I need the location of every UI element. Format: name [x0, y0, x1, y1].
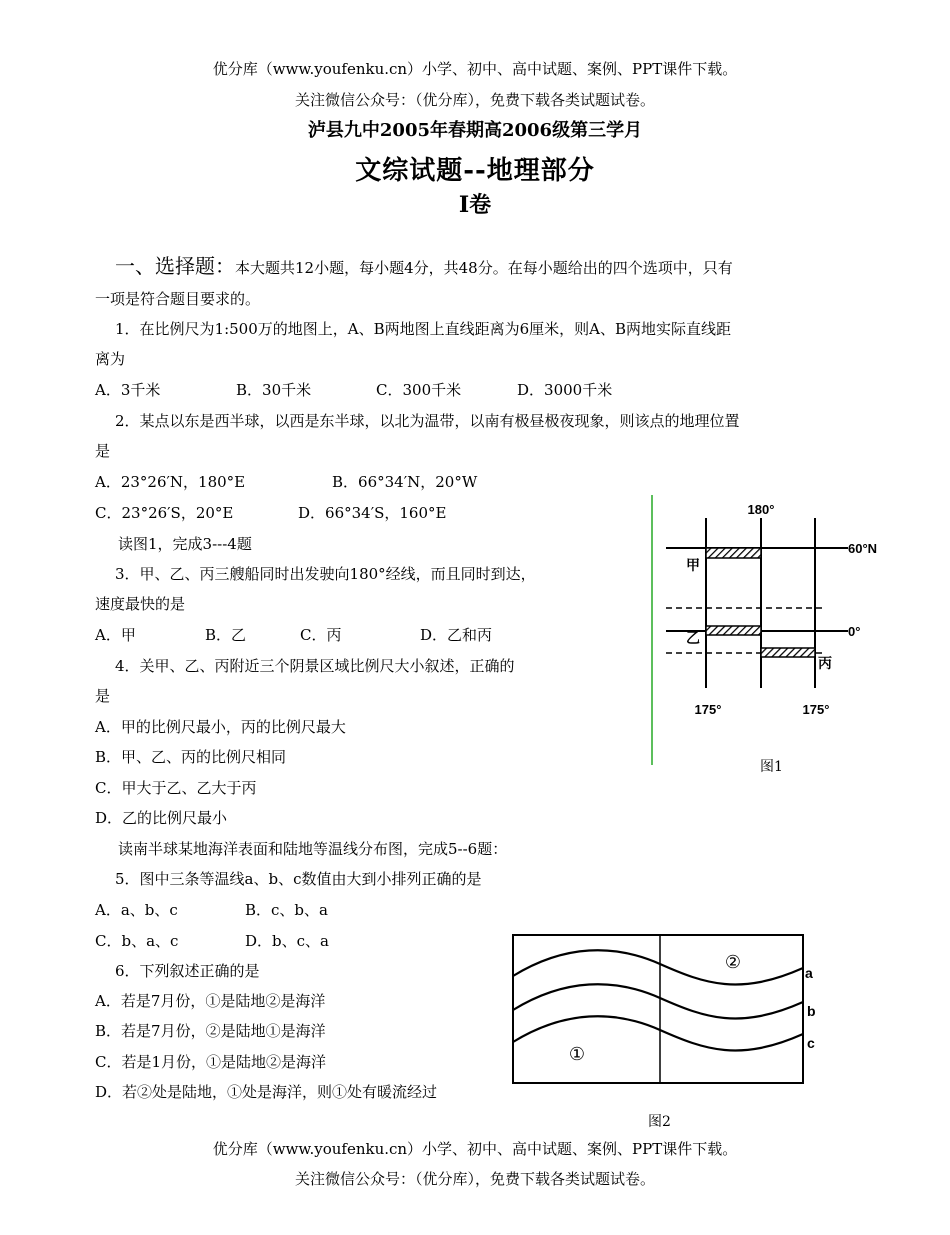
header-line-1: 优分库（www.youfenku.cn）小学、初中、高中试题、案例、PPT课件下载。 — [212, 60, 738, 78]
region-2-label: ② — [724, 952, 742, 972]
q6-option-d: D．若②处是陆地，①处是海洋，则①处有暖流经过 — [95, 1083, 438, 1101]
label-a: a — [805, 965, 813, 981]
subject-title: 文综试题--地理部分 — [355, 156, 595, 186]
q3-option-a: A．甲 — [95, 626, 136, 644]
q1-option-a: A．3千米 — [95, 381, 161, 399]
q5-stem: 5．图中三条等温线a、b、c数值由大到小排列正确的是 — [115, 870, 482, 888]
label-bing: 丙 — [818, 655, 832, 671]
q1-stem-cont: 离为 — [95, 350, 126, 368]
label-c: c — [807, 1035, 815, 1051]
region-1-label: ① — [568, 1044, 586, 1064]
q2-option-c: C．23°26′S，20°E — [95, 504, 234, 522]
q1-option-d: D．3000千米 — [517, 381, 613, 399]
q6-option-a: A．若是7月份，①是陆地②是海洋 — [95, 992, 326, 1010]
volume-title: I卷 — [458, 192, 492, 218]
q6-stem: 6．下列叙述正确的是 — [115, 962, 260, 980]
q1-option-b: B．30千米 — [236, 381, 312, 399]
read-figure-2: 读南半球某地海洋表面和陆地等温线分布图，完成5--6题： — [118, 840, 508, 858]
section-intro-cont: 一项是符合题目要求的。 — [95, 290, 261, 308]
q3-option-c: C．丙 — [300, 626, 342, 644]
section-intro: 本大题共12小题，每小题4分，共48分。在每小题给出的四个选项中，只有 — [235, 259, 733, 277]
figure-1-map — [648, 490, 893, 775]
school-title: 泸县九中2005年春期高2006级第三学月 — [307, 120, 643, 141]
footer-line-1: 优分库（www.youfenku.cn）小学、初中、高中试题、案例、PPT课件下载。 — [212, 1140, 738, 1158]
isotherm-c — [513, 1016, 803, 1050]
q2-stem: 2．某点以东是西半球，以西是东半球，以北为温带，以南有极昼极夜现象，则该点的地理位置 — [115, 412, 740, 430]
q5-option-c: C．b、a、c — [95, 932, 179, 950]
q2-option-b: B．66°34′N，20°W — [332, 473, 478, 491]
q3-option-d: D．乙和丙 — [420, 626, 493, 644]
q3-stem: 3．甲、乙、丙三艘船同时出发驶向180°经线，而且同时到达， — [115, 565, 536, 583]
read-figure-1: 读图1，完成3---4题 — [118, 535, 252, 553]
label-60n: 60°N — [848, 541, 878, 556]
q6-option-c: C．若是1月份，①是陆地②是海洋 — [95, 1053, 327, 1071]
shade-yi — [706, 626, 761, 635]
q3-option-b: B．乙 — [205, 626, 247, 644]
q4-option-a: A．甲的比例尺最小，丙的比例尺最大 — [95, 718, 346, 736]
label-yi: 乙 — [686, 630, 700, 646]
q2-option-d: D．66°34′S，160°E — [298, 504, 447, 522]
q4-option-d: D．乙的比例尺最小 — [95, 809, 228, 827]
isotherm-a — [513, 950, 803, 984]
q4-option-b: B．甲、乙、丙的比例尺相同 — [95, 748, 287, 766]
q4-stem: 4．关甲、乙、丙附近三个阴景区域比例尺大小叙述，正确的 — [115, 657, 515, 675]
q3-stem-cont: 速度最快的是 — [95, 595, 186, 613]
q5-option-b: B．c、b、a — [245, 901, 328, 919]
label-175-left: 175° — [694, 702, 722, 717]
header-line-2: 关注微信公众号：（优分库），免费下载各类试题试卷。 — [294, 91, 655, 109]
figure-2-isotherm-map — [505, 930, 825, 1090]
section-heading: 一、选择题： — [115, 254, 235, 278]
q5-option-d: D．b、c、a — [245, 932, 329, 950]
shade-jia — [706, 548, 761, 558]
q6-option-b: B．若是7月份，②是陆地①是海洋 — [95, 1022, 326, 1040]
label-180: 180° — [747, 502, 775, 517]
q1-stem: 1．在比例尺为1:500万的地图上，A、B两地图上直线距离为6厘米，则A、B两地实际直线距 — [115, 320, 732, 338]
section-1 — [115, 250, 733, 279]
q2-stem-cont: 是 — [95, 442, 111, 460]
label-0: 0° — [848, 624, 861, 639]
q5-option-a: A．a、b、c — [95, 901, 178, 919]
figure-1-caption: 图1 — [760, 759, 783, 775]
q1-option-c: C．300千米 — [376, 381, 462, 399]
figure-2-caption: 图2 — [648, 1114, 671, 1130]
label-jia: 甲 — [686, 557, 700, 573]
isotherm-b — [513, 984, 803, 1018]
q4-stem-cont: 是 — [95, 687, 111, 705]
q2-option-a: A．23°26′N，180°E — [95, 473, 246, 491]
label-b: b — [807, 1003, 816, 1019]
shade-bing — [761, 648, 815, 657]
footer-line-2: 关注微信公众号：（优分库），免费下载各类试题试卷。 — [294, 1170, 655, 1188]
q4-option-c: C．甲大于乙、乙大于丙 — [95, 779, 257, 797]
label-175-right: 175° — [802, 702, 830, 717]
